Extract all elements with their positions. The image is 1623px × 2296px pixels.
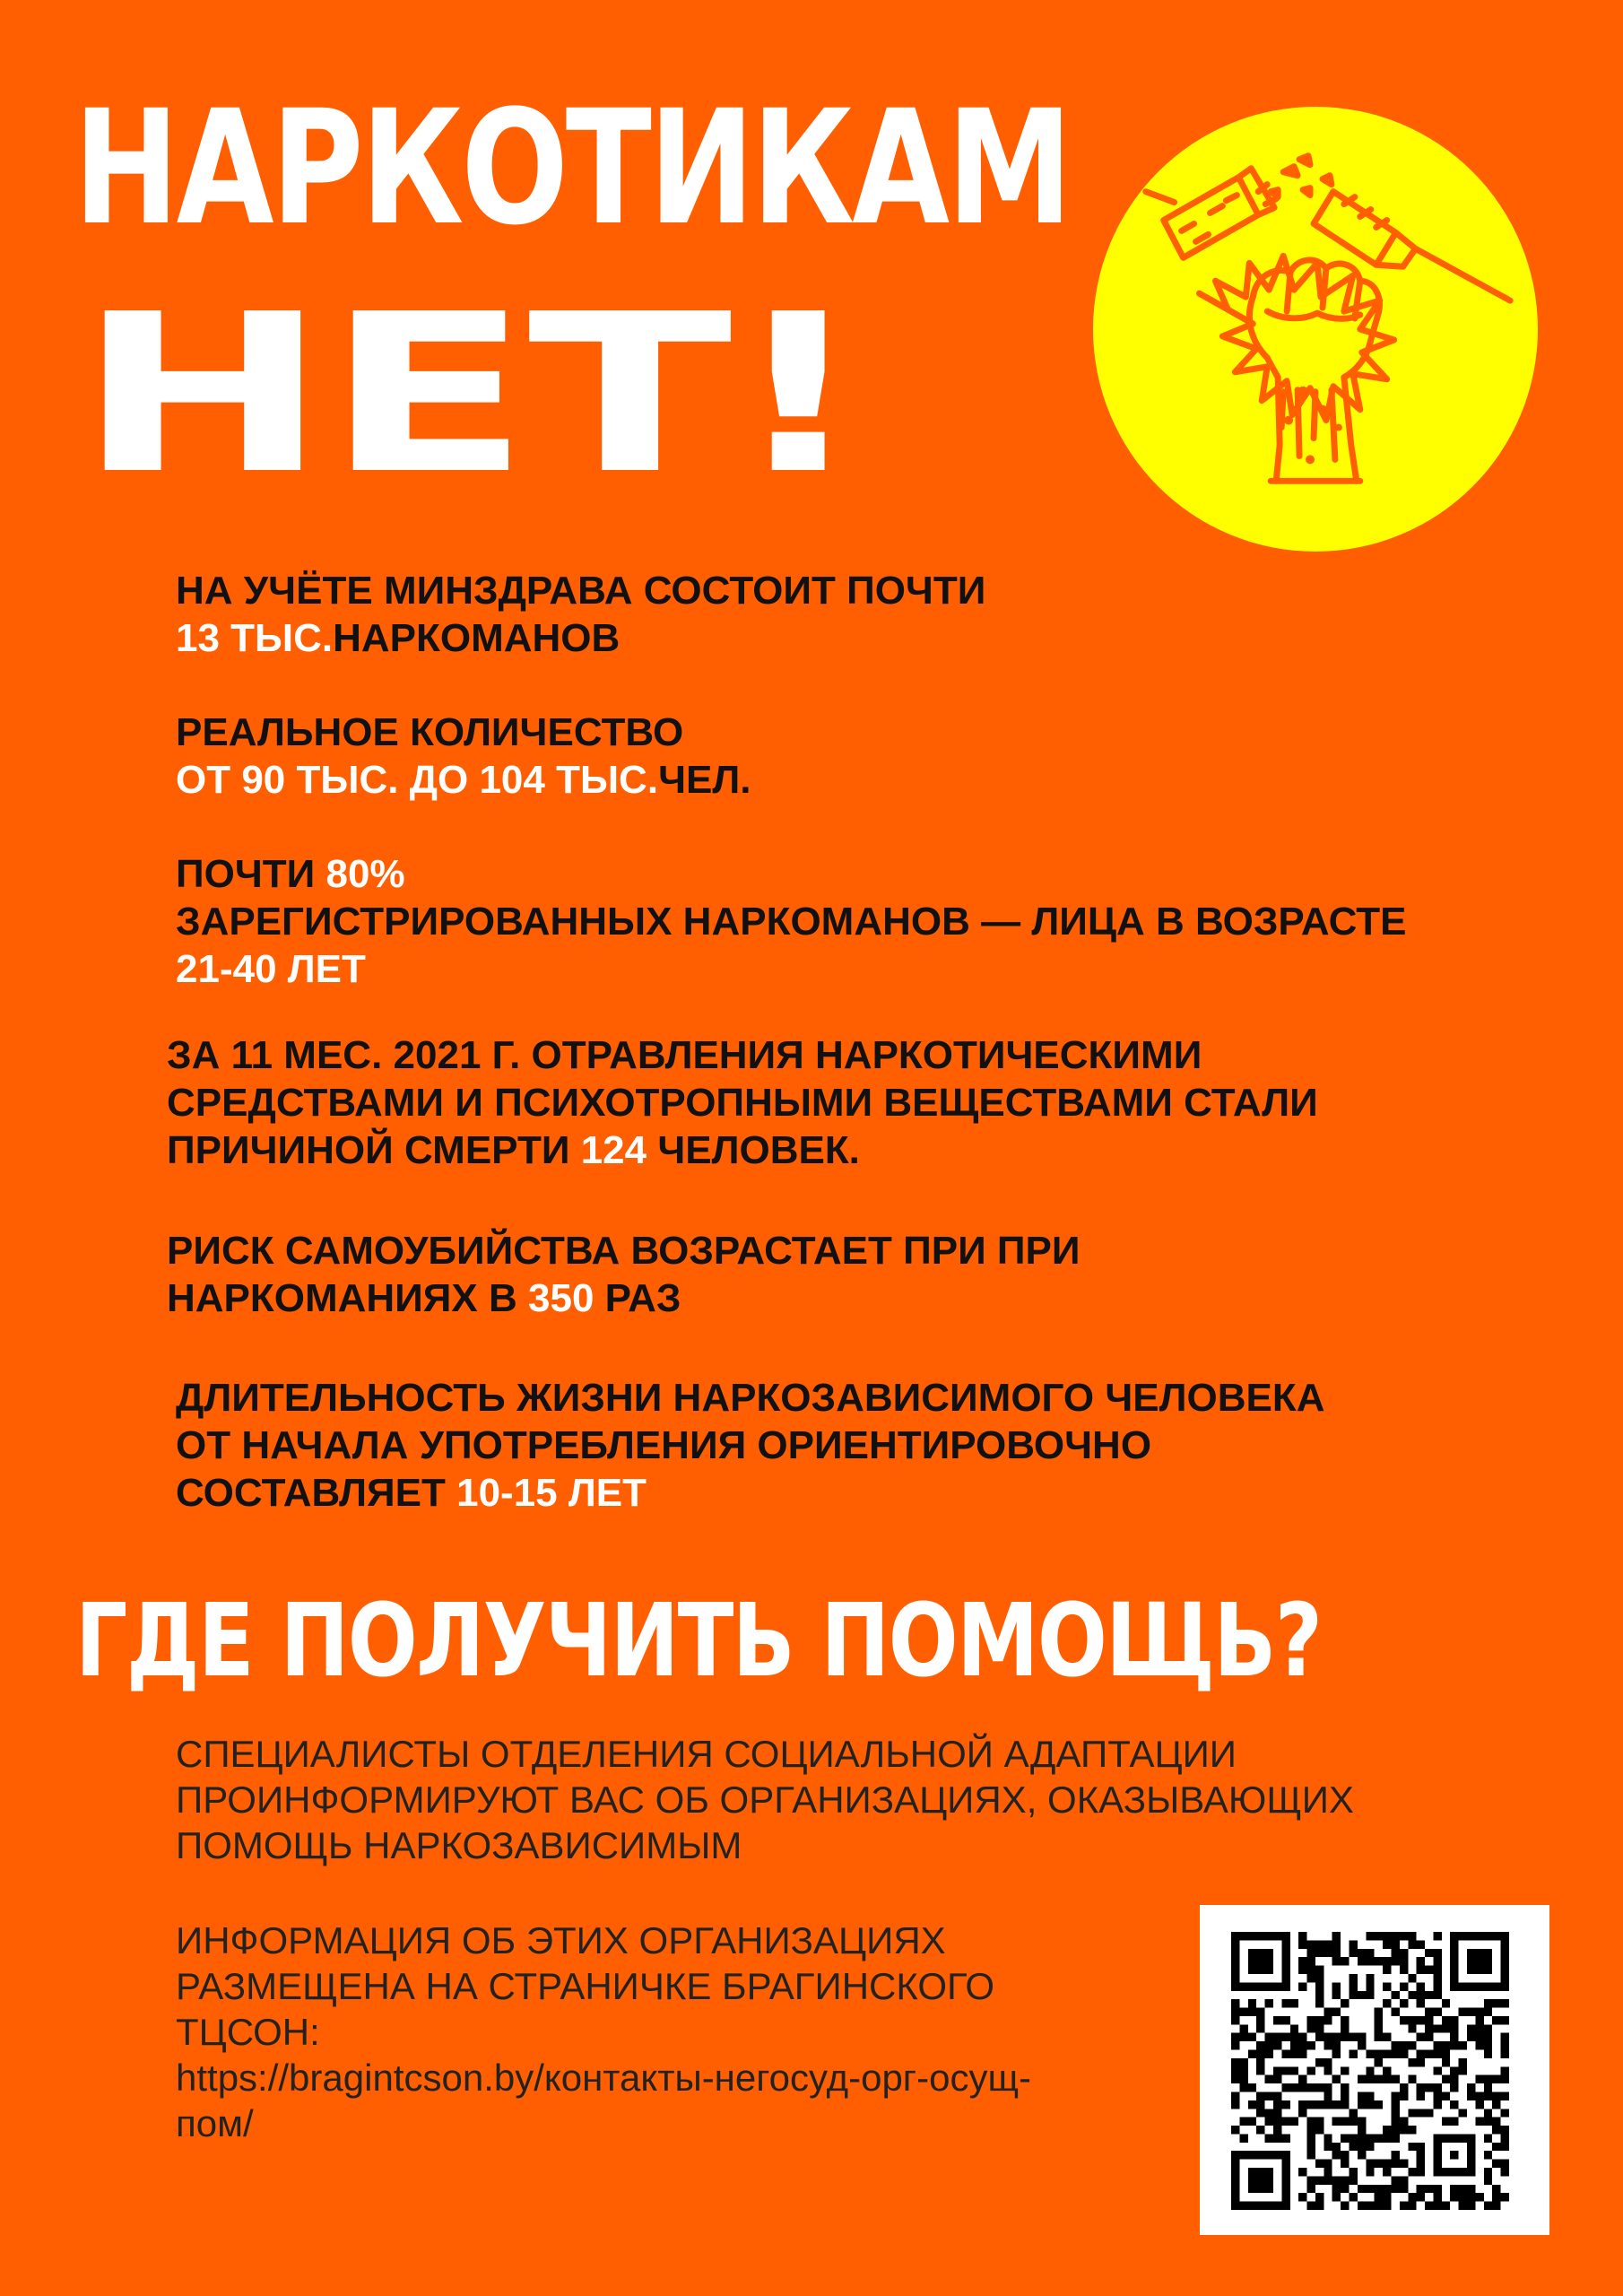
- fact-highlight: 80%: [325, 852, 405, 896]
- fact-text: ЗА 11 МЕС. 2021 Г. ОТРАВЛЕНИЯ НАРКОТИЧЕСКИМИ: [167, 1033, 1202, 1077]
- fact-highlight: 10-15 ЛЕТ: [456, 1471, 647, 1515]
- fact-text: РАЗ: [594, 1276, 681, 1320]
- fact-text: ПОЧТИ: [176, 852, 326, 896]
- fact-highlight: 21-40 ЛЕТ: [176, 947, 366, 991]
- fact-text: ЧЕЛ.: [658, 758, 751, 802]
- fact-text: ЧЕЛОВЕК.: [647, 1128, 860, 1172]
- help-line: ТЦСОН:: [176, 2011, 320, 2053]
- fact-text: НАРКОМАНИЯХ В: [167, 1276, 529, 1320]
- fact-text: РЕАЛЬНОЕ КОЛИЧЕСТВО: [176, 710, 684, 754]
- fact-real-count: [176, 709, 751, 804]
- help-line: СПЕЦИАЛИСТЫ ОТДЕЛЕНИЯ СОЦИАЛЬНОЙ АДАПТАЦИИ: [176, 1733, 1237, 1775]
- headline-drugs: НАРКОТИКАМ: [74, 76, 1070, 260]
- fact-text: ОТ НАЧАЛА УПОТРЕБЛЕНИЯ ОРИЕНТИРОВОЧНО: [176, 1423, 1152, 1467]
- help-line: ИНФОРМАЦИЯ ОБ ЭТИХ ОРГАНИЗАЦИЯХ: [176, 1919, 946, 1961]
- help-line: ПОМОЩЬ НАРКОЗАВИСИМЫМ: [176, 1824, 742, 1866]
- fact-text: ДЛИТЕЛЬНОСТЬ ЖИЗНИ НАРКОЗАВИСИМОГО ЧЕЛОВЕКА: [176, 1376, 1325, 1420]
- fact-deaths: [167, 1031, 1318, 1174]
- fact-highlight: 124: [580, 1128, 647, 1172]
- fact-highlight: 350: [528, 1276, 595, 1320]
- fact-highlight: 13 ТЫС.: [176, 616, 334, 660]
- fact-text: РИСК САМОУБИЙСТВА ВОЗРАСТАЕТ ПРИ ПРИ: [167, 1229, 1081, 1273]
- fact-age: [176, 850, 1407, 993]
- fact-highlight: ОТ 90 ТЫС. ДО 104 ТЫС.: [176, 758, 659, 802]
- help-paragraph-specialists: [176, 1731, 1354, 1868]
- fact-suicide-risk: [167, 1227, 1081, 1322]
- fact-text: СОСТАВЛЯЕТ: [176, 1471, 457, 1515]
- headline-no: НЕТ!: [77, 267, 864, 522]
- fact-text: ПРИЧИНОЙ СМЕРТИ: [167, 1128, 581, 1172]
- help-paragraph-info: [176, 1918, 1031, 2146]
- fact-text: ЗАРЕГИСТРИРОВАННЫХ НАРКОМАНОВ — ЛИЦА В ВОЗРАСТЕ: [176, 900, 1407, 944]
- help-link[interactable]: https://bragintcson.by/контакты-негосуд-орг-осущ-: [176, 2057, 1032, 2099]
- help-line: ПРОИНФОРМИРУЮТ ВАС ОБ ОРГАНИЗАЦИЯХ, ОКАЗЫВАЮЩИХ: [176, 1779, 1354, 1821]
- fact-registered: [176, 567, 985, 662]
- fact-text: НАРКОМАНОВ: [333, 616, 621, 660]
- help-line: РАЗМЕЩЕНА НА СТРАНИЧКЕ БРАГИНСКОГО: [176, 1965, 995, 2007]
- help-title: ГДЕ ПОЛУЧИТЬ ПОМОЩЬ?: [75, 1583, 1322, 1700]
- fact-text: СРЕДСТВАМИ И ПСИХОТРОПНЫМИ ВЕЩЕСТВАМИ СТАЛИ: [167, 1081, 1318, 1125]
- broken-syringe-fist-icon: [1092, 106, 1539, 552]
- fact-life-expectancy: [176, 1374, 1324, 1517]
- fact-text: НА УЧЁТЕ МИНЗДРАВА СОСТОИТ ПОЧТИ: [176, 569, 986, 613]
- qr-code[interactable]: [1200, 1905, 1549, 2235]
- help-link-end[interactable]: пом/: [176, 2102, 254, 2144]
- qr-code-icon: [1227, 1932, 1514, 2210]
